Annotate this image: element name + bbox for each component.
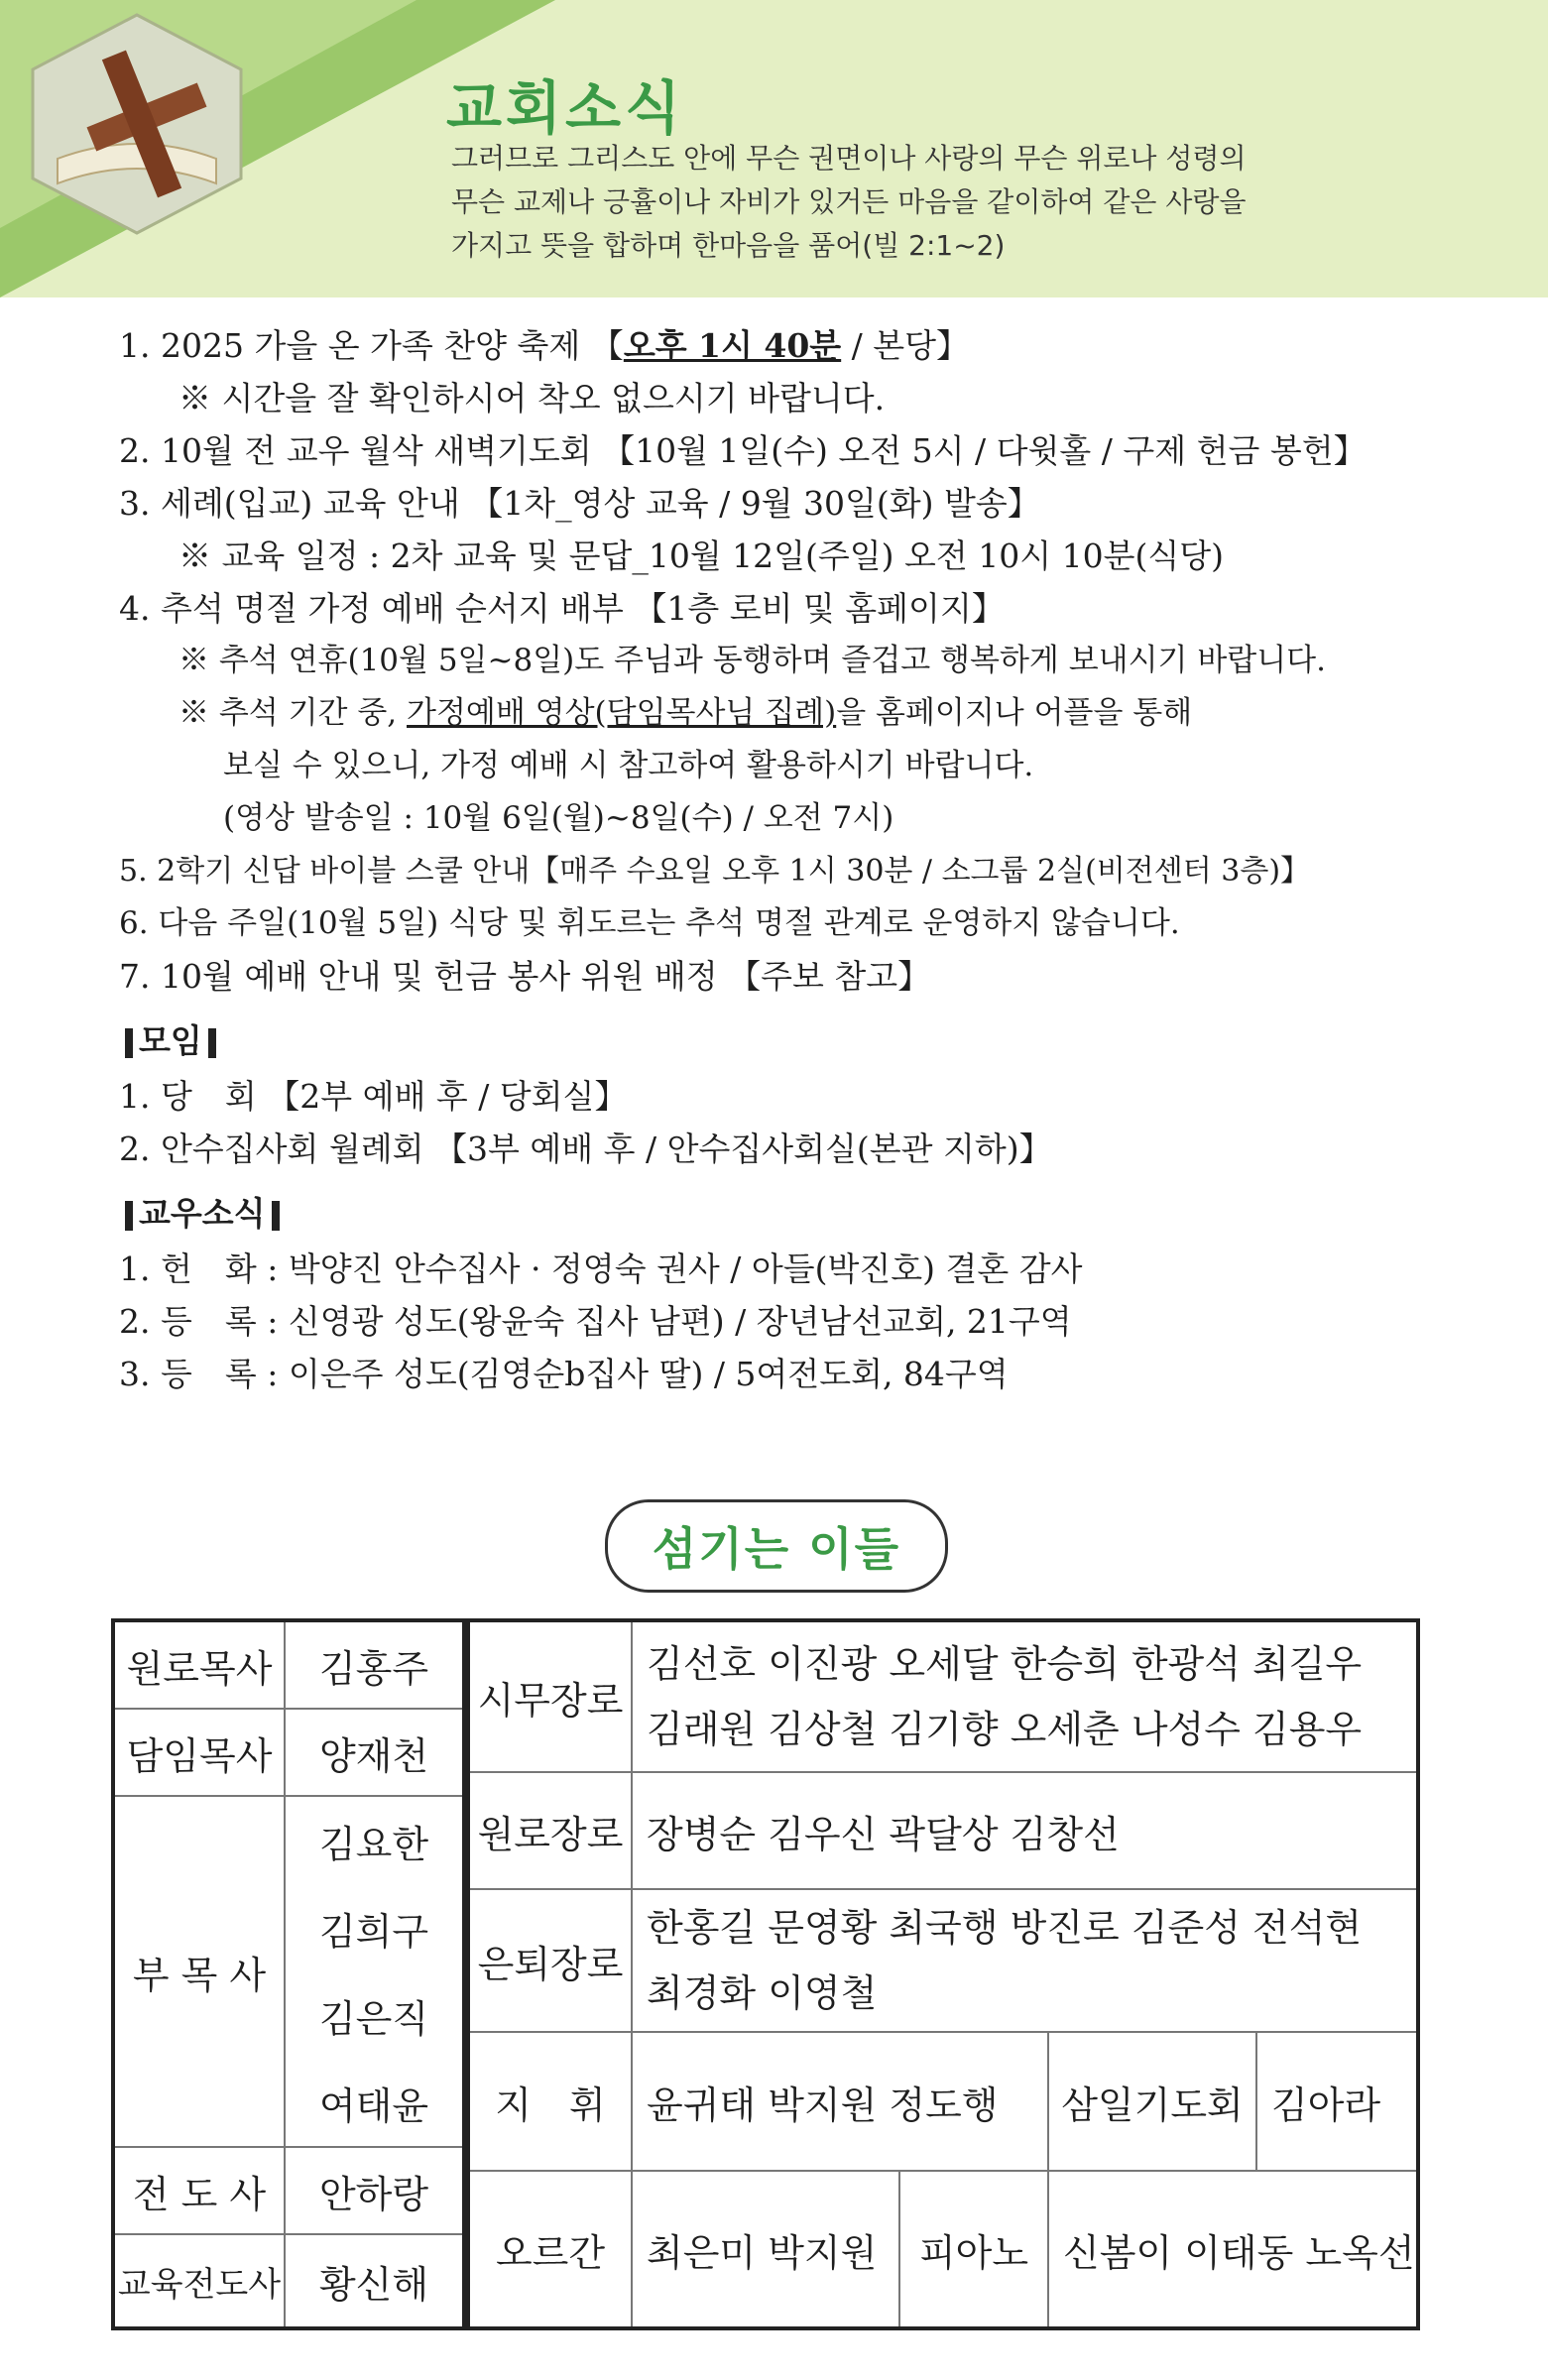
member-item: 3. 등 록 : 이은주 성도(김영순b집사 딸) / 5여전도회, 84구역	[119, 1355, 1009, 1393]
heading-bar-icon	[125, 1201, 133, 1231]
active-elders-row: 김선호 이진광 오세달 한승희 한광석 최길우	[647, 1642, 1363, 1686]
wed-prayer-label: 삼일기도회	[1049, 2033, 1257, 2172]
note-underlined: 가정예배 영상(담임목사님 집례)	[407, 695, 837, 731]
news-item-5: 5. 2학기 신답 바이블 스쿨 안내【매주 수요일 오후 1시 30분 / 소그룹 2실(비전센터 3층)】	[119, 854, 1311, 889]
news-item-4-note: 보실 수 있으니, 가정 예배 시 참고하여 활용하시기 바랍니다.	[223, 748, 1034, 783]
bible-verse	[451, 137, 1443, 268]
meeting-item: 1. 당 회 【2부 예배 후 / 당회실】	[119, 1077, 628, 1116]
note-text: 을 홈페이지나 어플을 통해	[836, 695, 1193, 731]
associate-pastor-name: 김희구	[318, 1909, 429, 1954]
news-item-1-text: 1. 2025 가을 온 가족 찬양 축제 【	[119, 326, 624, 365]
evangelist-name: 안하랑	[286, 2148, 462, 2235]
senior-pastor-name: 양재천	[286, 1710, 462, 1797]
conductor-names: 윤귀태 박지원 정도행	[633, 2033, 1049, 2172]
edu-evangelist-name: 황신해	[318, 2262, 429, 2307]
news-item-3-note: ※ 교육 일정 : 2차 교육 및 문답_10월 12일(주일) 오전 10시 10분(식당)	[179, 536, 1225, 575]
meeting-item: 2. 안수집사회 월례회 【3부 예배 후 / 안수집사회실(본관 지하)】	[119, 1130, 1052, 1168]
retired-elders-label: 은퇴장로	[470, 1890, 633, 2033]
associate-pastor-label: 부 목 사	[115, 1797, 286, 2148]
church-news	[119, 319, 1438, 1400]
news-item-1-note: ※ 시간을 잘 확인하시어 착오 없으시기 바랍니다.	[179, 379, 886, 417]
emeritus-elders-names: 장병순 김우신 곽달상 김창선	[633, 1773, 1416, 1890]
emeritus-elders-label: 원로장로	[470, 1773, 633, 1890]
pianist-names: 신봄이 이태동 노옥선	[1063, 2230, 1415, 2275]
emeritus-pastor-label: 원로목사	[115, 1622, 286, 1710]
retired-elders-row: 한홍길 문영황 최국행 방진로 김준성 전석현	[647, 1906, 1363, 1950]
associate-pastor-name: 김은직	[318, 1996, 429, 2041]
news-item-1-time: 오후 1시 40분	[623, 326, 842, 365]
meetings-heading	[119, 1012, 1438, 1070]
active-elders-names	[633, 1622, 1416, 1773]
cross-book-icon	[18, 10, 256, 238]
retired-elders-row: 최경화 이영철	[647, 1971, 878, 2015]
page-title: 교회소식	[446, 74, 685, 142]
meetings-heading-text: 모임	[139, 1021, 202, 1060]
verse-line: 그러므로 그리스도 안에 무슨 권면이나 사랑의 무슨 위로나 성령의	[451, 142, 1247, 175]
news-item-4-note: (영상 발송일 : 10월 6일(월)~8일(수) / 오전 7시)	[223, 800, 894, 836]
news-item-7: 7. 10월 예배 안내 및 헌금 봉사 위원 배정 【주보 참고】	[119, 957, 931, 996]
active-elders-label: 시무장로	[470, 1622, 633, 1773]
heading-bar-icon	[208, 1028, 216, 1058]
piano-label: 피아노	[900, 2172, 1049, 2326]
note-text: ※ 추석 기간 중,	[179, 695, 407, 731]
members-heading	[119, 1185, 1438, 1243]
news-item-6: 6. 다음 주일(10월 5일) 식당 및 휘도르는 추석 명절 관계로 운영하지 않습니다.	[119, 905, 1180, 941]
news-item-4-note: ※ 추석 연휴(10월 5일~8일)도 주님과 동행하며 즐겁고 행복하게 보내시기 바랍니다.	[179, 643, 1326, 678]
organist-names: 최은미 박지원	[633, 2172, 900, 2326]
retired-elders-names	[633, 1890, 1416, 2033]
conductor-label: 지 휘	[470, 2033, 633, 2172]
active-elders-row: 김래원 김상철 김기향 오세춘 나성수 김용우	[647, 1708, 1363, 1751]
news-item-1-place: / 본당】	[841, 326, 970, 365]
heading-bar-icon	[272, 1201, 280, 1231]
members-heading-text: 교우소식	[139, 1194, 266, 1233]
staff-table	[111, 1618, 1420, 2330]
member-item: 2. 등 록 : 신영광 성도(왕윤숙 집사 남편) / 장년남선교회, 21구역	[119, 1302, 1072, 1341]
heading-bar-icon	[125, 1028, 133, 1058]
member-item: 1. 헌 화 : 박양진 안수집사 · 정영숙 권사 / 아들(박진호) 결혼 감사	[119, 1250, 1083, 1288]
news-item-4: 4. 추석 명절 가정 예배 순서지 배부 【1층 로비 및 홈페이지】	[119, 589, 1005, 628]
news-item-3: 3. 세례(입교) 교육 안내 【1차_영상 교육 / 9월 30일(화) 발송】	[119, 484, 1040, 523]
servers-title: 섬기는 이들	[605, 1499, 948, 1593]
news-item-4-note	[119, 687, 1438, 740]
edu-evangelist-label: 교육전도사	[115, 2235, 286, 2326]
wed-prayer-name: 김아라	[1257, 2033, 1416, 2172]
associate-pastor-name: 여태윤	[318, 2083, 429, 2128]
associate-pastor-names	[286, 1797, 462, 2148]
senior-pastor-label: 담임목사	[115, 1710, 286, 1797]
news-item-2: 2. 10월 전 교우 월삭 새벽기도회 【10월 1일(수) 오전 5시 / 다윗홀 / 구제 헌금 봉헌】	[119, 431, 1367, 470]
verse-line: 무슨 교제나 긍휼이나 자비가 있거든 마음을 같이하여 같은 사랑을	[451, 185, 1247, 218]
table-divider	[462, 1622, 470, 2326]
associate-pastor-name: 김요한	[318, 1822, 429, 1866]
news-item-1	[119, 319, 1438, 372]
evangelist-label: 전 도 사	[115, 2148, 286, 2235]
emeritus-pastor-name: 김홍주	[286, 1622, 462, 1710]
organ-label: 오르간	[470, 2172, 633, 2326]
verse-line: 가지고 뜻을 합하며 한마음을 품어(빌 2:1~2)	[451, 229, 1006, 262]
